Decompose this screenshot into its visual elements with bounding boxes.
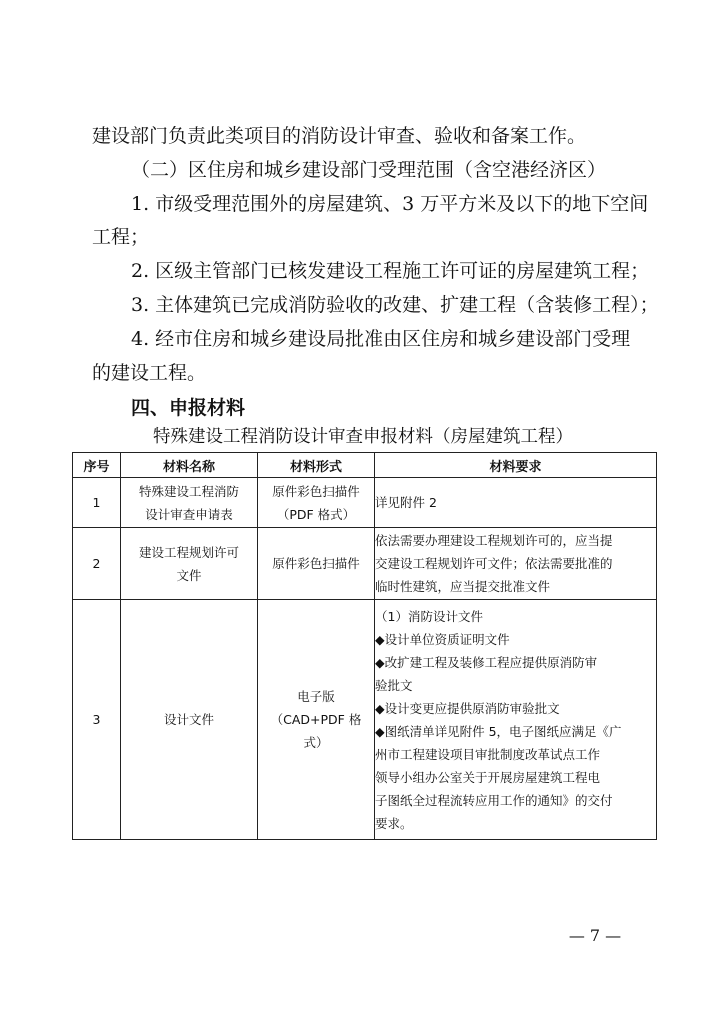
list-item-2: 2. 区级主管部门已核发建设工程施工许可证的房屋建筑工程； xyxy=(131,260,650,282)
cell-name-line: 设计审查申请表 xyxy=(145,506,233,522)
cell-form-line: （PDF 格式） xyxy=(276,506,356,522)
cell-name xyxy=(121,478,258,528)
header-name: 材料名称 xyxy=(121,453,258,478)
header-seq: 序号 xyxy=(73,453,121,478)
table-row xyxy=(73,600,657,840)
cell-seq: 2 xyxy=(73,528,121,600)
header-requirements: 材料要求 xyxy=(375,453,657,478)
cell-form-line: 原件彩色扫描件 xyxy=(272,483,360,499)
requirement-line: （1）消防设计文件 xyxy=(375,608,483,624)
cell-name-line: 特殊建设工程消防 xyxy=(138,483,239,499)
cell-form xyxy=(258,478,375,528)
cell-name-line: 设计文件 xyxy=(163,712,214,727)
requirement-line: ◆改扩建工程及装修工程应提供原消防审 xyxy=(375,654,598,670)
requirement-line: ◆设计单位资质证明文件 xyxy=(375,631,510,647)
cell-form xyxy=(258,528,375,600)
list-item-1-line-1: 1. 市级受理范围外的房屋建筑、3 万平方米及以下的地下空间 xyxy=(131,193,649,215)
cell-form xyxy=(258,600,375,840)
requirement-line: 依法需要办理建设工程规划许可的，应当提 xyxy=(375,533,613,548)
requirement-line: ◆设计变更应提供原消防审验批文 xyxy=(375,700,560,716)
page-number: — 7 — xyxy=(568,926,622,945)
table-title: 特殊建设工程消防设计审查申报材料（房屋建筑工程） xyxy=(153,427,573,447)
requirement-line: 详见附件 2 xyxy=(375,495,437,510)
requirement-line: ◆图纸清单详见附件 5，电子图纸应满足《广 xyxy=(375,723,622,739)
requirement-line: 领导小组办公室关于开展房屋建筑工程电 xyxy=(375,769,601,785)
subsection-heading: （二）区住房和城乡建设部门受理范围（含空港经济区） xyxy=(131,159,607,181)
cell-requirements xyxy=(375,600,657,840)
requirement-line: 临时性建筑，应当提交批准文件 xyxy=(375,579,551,594)
requirement-line: 交建设工程规划许可文件；依法需要批准的 xyxy=(375,556,613,571)
cell-form-line: （CAD+PDF 格 xyxy=(270,712,362,727)
table-row xyxy=(73,528,657,600)
list-item-4-line-1: 4. 经市住房和城乡建设局批准由区住房和城乡建设部门受理 xyxy=(131,328,631,350)
cell-requirements xyxy=(375,478,657,528)
requirement-line: 子图纸全过程流转应用工作的通知》的交付 xyxy=(375,792,613,808)
requirement-line: 验批文 xyxy=(375,677,413,693)
cell-name-line: 建设工程规划许可 xyxy=(138,544,239,560)
cell-name xyxy=(121,528,258,600)
cell-seq: 1 xyxy=(73,478,121,528)
materials-table xyxy=(72,452,657,840)
paragraph-responsibility: 建设部门负责此类项目的消防设计审查、验收和备案工作。 xyxy=(92,125,587,147)
cell-name xyxy=(121,600,258,840)
cell-seq: 3 xyxy=(73,600,121,840)
cell-requirements xyxy=(375,528,657,600)
requirement-line: 州市工程建设项目审批制度改革试点工作 xyxy=(375,746,601,762)
table-header-row xyxy=(73,453,657,478)
cell-form-line: 电子版 xyxy=(297,689,335,704)
table-row xyxy=(73,478,657,528)
cell-form-line: 原件彩色扫描件 xyxy=(272,556,360,571)
section-heading: 四、申报材料 xyxy=(131,397,246,419)
list-item-1-line-2: 工程； xyxy=(92,226,150,248)
requirement-line: 要求。 xyxy=(375,815,413,831)
list-item-4-line-2: 的建设工程。 xyxy=(92,362,207,384)
cell-form-line: 式） xyxy=(303,735,329,750)
list-item-3: 3. 主体建筑已完成消防验收的改建、扩建工程（含装修工程）； xyxy=(131,294,659,316)
cell-name-line: 文件 xyxy=(176,567,202,583)
header-form: 材料形式 xyxy=(258,453,375,478)
